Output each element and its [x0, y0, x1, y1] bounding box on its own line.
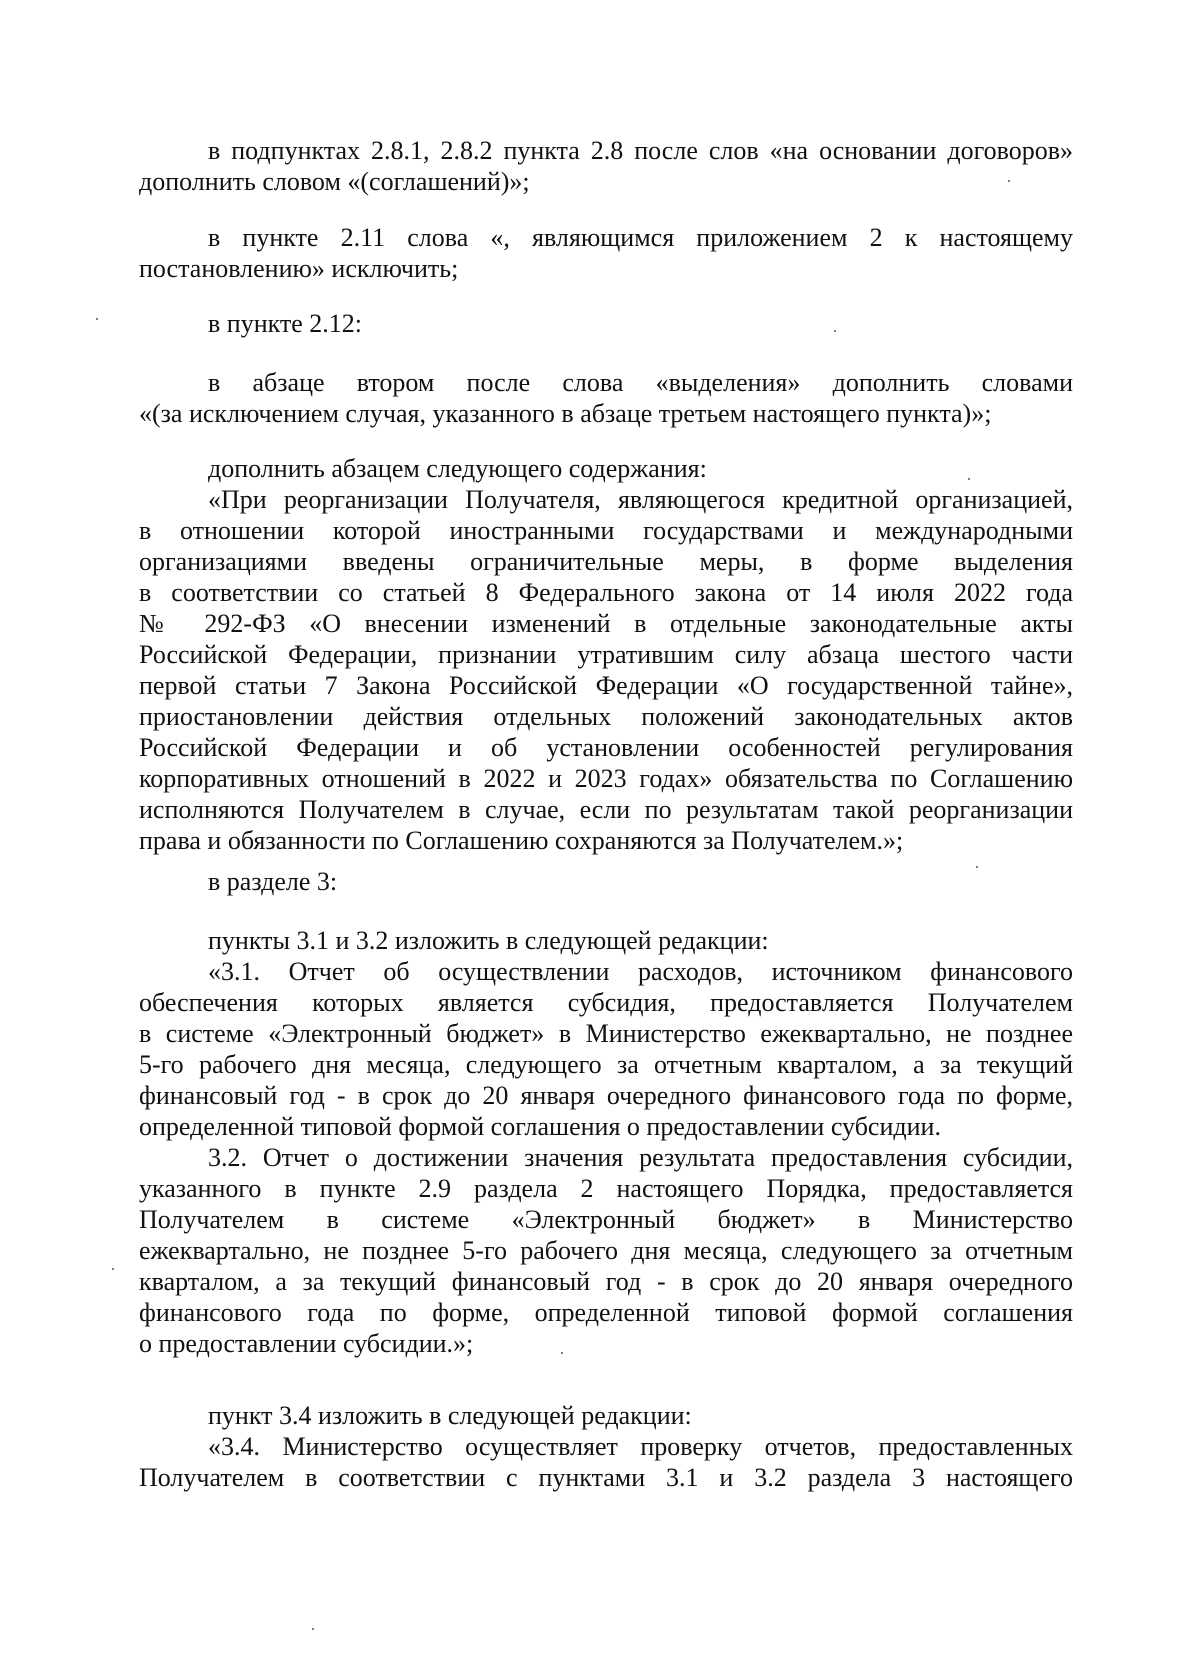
text-line: Получателем в соответствии с пунктами 3.1 и 3.2 раздела 3 настоящего: [139, 1463, 1073, 1492]
text-line: дополнить словом «(соглашений)»;: [139, 167, 530, 196]
scan-speck: [976, 866, 978, 868]
text-line: постановлению» исключить;: [139, 254, 459, 283]
scan-speck: [968, 478, 970, 480]
text-line: «3.1. Отчет об осуществлении расходов, источником финансового: [208, 957, 1073, 986]
text-line: в подпунктах 2.8.1, 2.8.2 пункта 2.8 после слов «на основании договоров»: [208, 136, 1073, 165]
text-line: в пункте 2.12:: [208, 309, 363, 338]
text-line: 3.2. Отчет о достижении значения результата предоставления субсидии,: [208, 1143, 1073, 1172]
text-line: дополнить абзацем следующего содержания:: [208, 454, 707, 483]
paragraph-points-3-1-3-2: [139, 925, 1073, 1359]
text-line: в соответствии со статьей 8 Федерального закона от 14 июля 2022 года: [139, 578, 1073, 607]
paragraph-second-abzac: [139, 367, 1073, 429]
scan-speck: [112, 1268, 114, 1270]
text-line: в пункте 2.11 слова «, являющимся приложением 2 к настоящему: [208, 223, 1073, 252]
scan-speck: [834, 330, 836, 332]
text-line: Российской Федерации, признании утратившим силу абзаца шестого части: [139, 640, 1073, 669]
text-line: в разделе 3:: [208, 867, 338, 896]
scan-speck: [312, 1628, 314, 1630]
text-line: пункт 3.4 изложить в следующей редакции:: [208, 1401, 692, 1430]
text-line: Получателем в системе «Электронный бюджет» в Министерство: [139, 1205, 1073, 1234]
text-line: Российской Федерации и об установлении особенностей регулирования: [139, 733, 1073, 762]
scan-speck: [96, 318, 98, 320]
text-line: финансовый год - в срок до 20 января очередного финансового года по форме,: [139, 1081, 1073, 1110]
text-line: права и обязанности по Соглашению сохраняются за Получателем.»;: [139, 826, 904, 855]
text-line: организациями введены ограничительные меры, в форме выделения: [139, 547, 1073, 576]
text-line: первой статьи 7 Закона Российской Федерации «О государственной тайне»,: [139, 671, 1073, 700]
text-line: «(за исключением случая, указанного в абзаце третьем настоящего пункта)»;: [139, 399, 992, 428]
text-line: в отношении которой иностранными государствами и международными: [139, 516, 1073, 545]
text-line: «3.4. Министерство осуществляет проверку отчетов, предоставленных: [208, 1432, 1073, 1461]
text-line: кварталом, а за текущий финансовый год - в срок до 20 января очередного: [139, 1267, 1073, 1296]
scan-speck: [561, 1352, 563, 1354]
text-line: «При реорганизации Получателя, являющегося кредитной организацией,: [208, 485, 1073, 514]
text-line: о предоставлении субсидии.»;: [139, 1329, 474, 1358]
paragraph-point-2-11: [139, 222, 1073, 284]
paragraph-add-abzac: [139, 453, 1073, 856]
text-line: ежеквартально, не позднее 5-го рабочего дня месяца, следующего за отчетным: [139, 1236, 1073, 1265]
paragraph-subpoints-2-8: [139, 135, 1073, 197]
text-line: корпоративных отношений в 2022 и 2023 годах» обязательства по Соглашению: [139, 764, 1073, 793]
text-line: № 292-ФЗ «О внесении изменений в отдельные законодательные акты: [139, 609, 1073, 638]
text-line: в системе «Электронный бюджет» в Министерство ежеквартально, не позднее: [139, 1019, 1073, 1048]
text-line: указанного в пункте 2.9 раздела 2 настоящего Порядка, предоставляется: [139, 1174, 1073, 1203]
text-line: исполняются Получателем в случае, если по результатам такой реорганизации: [139, 795, 1073, 824]
text-line: в абзаце втором после слова «выделения» дополнить словами: [208, 368, 1073, 397]
text-line: финансового года по форме, определенной типовой формой соглашения: [139, 1298, 1073, 1327]
text-line: пункты 3.1 и 3.2 изложить в следующей редакции:: [208, 926, 769, 955]
text-line: определенной типовой формой соглашения о предоставлении субсидии.: [139, 1112, 941, 1141]
text-line: обеспечения которых является субсидия, предоставляется Получателем: [139, 988, 1073, 1017]
paragraph-point-3-4: [139, 1400, 1073, 1493]
paragraph-point-2-12: [139, 308, 1073, 339]
paragraph-section-3: [139, 866, 1073, 897]
text-line: приостановлении действия отдельных положений законодательных актов: [139, 702, 1073, 731]
text-line: 5-го рабочего дня месяца, следующего за отчетным кварталом, а за текущий: [139, 1050, 1073, 1079]
scan-speck: [1008, 180, 1010, 182]
